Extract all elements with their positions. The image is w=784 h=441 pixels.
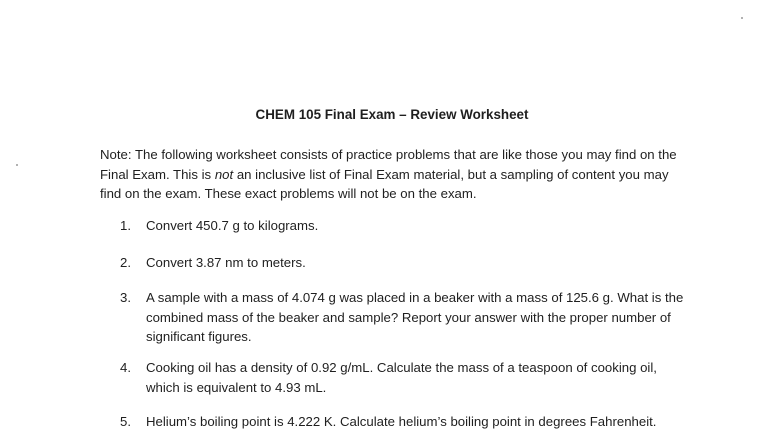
question-text: Cooking oil has a density of 0.92 g/mL. Calculate the mass of a teaspoon of cooking oil, which is equivalent to 4.93 mL.: [146, 360, 657, 395]
scan-speck: [16, 164, 18, 166]
question-number: 1.: [120, 218, 131, 233]
note-text-part1: Note: The following worksheet consists of practice problems that are like those you may find on the Final Exam. This is: [100, 147, 677, 182]
note-text-part2: an inclusive list of Final Exam material, but a sampling of content you may find on the exam. These exact problems will not be on the exam.: [100, 166, 669, 201]
scan-speck: [741, 17, 743, 19]
question-2: [120, 253, 685, 273]
question-4: [120, 358, 685, 397]
worksheet-note: [100, 145, 685, 204]
question-number: 3.: [120, 290, 131, 305]
question-3: [120, 288, 685, 347]
question-number: 5.: [120, 414, 131, 429]
question-text: Convert 450.7 g to kilograms.: [146, 218, 319, 233]
question-5: [120, 412, 685, 432]
question-1: [120, 216, 685, 236]
question-text: Helium’s boiling point is 4.222 K. Calculate helium’s boiling point in degrees Fahrenheit.: [146, 414, 657, 429]
question-text: A sample with a mass of 4.074 g was placed in a beaker with a mass of 125.6 g. What is the combined mass of the beaker and sample? Report your answer with the proper number of significant figures.: [146, 290, 684, 344]
question-number: 2.: [120, 255, 131, 270]
question-number: 4.: [120, 360, 131, 375]
note-emphasis: not: [214, 166, 234, 182]
question-text: Convert 3.87 nm to meters.: [146, 255, 306, 270]
worksheet-title: CHEM 105 Final Exam – Review Worksheet: [255, 107, 529, 122]
